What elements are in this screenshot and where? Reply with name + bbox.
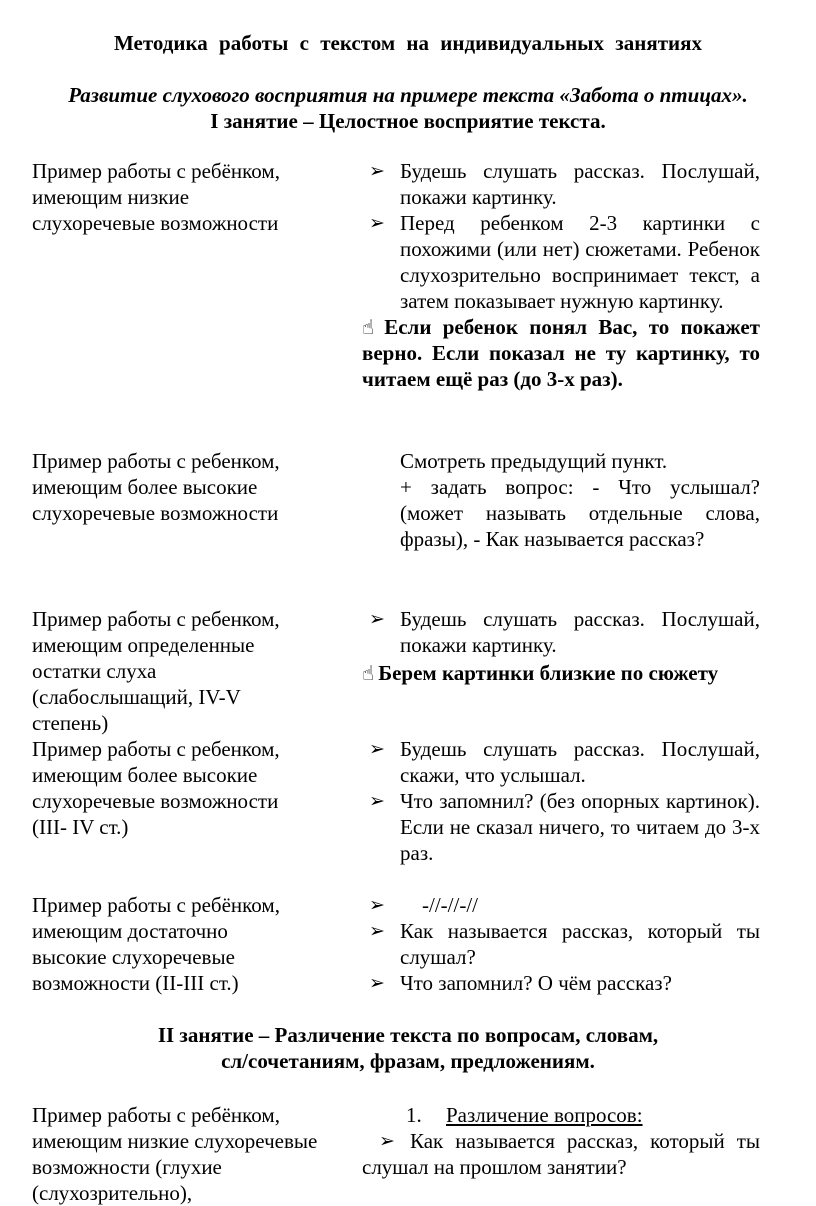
note: ☝ Если ребенок понял Вас, то покажет верно. Если показал не ту картинку, то читаем ещё раз (до 3-х раз). bbox=[362, 315, 760, 391]
row-2-right: Смотреть предыдущий пункт. + задать вопрос: - Что услышал? (может называть отдельные слова, фразы), - Как называется рассказ? bbox=[400, 449, 760, 551]
list-item: ➢ Будешь слушать рассказ. Послушай, скажи, что услышал. bbox=[362, 736, 760, 788]
list-item: ➢ Как называется рассказ, который ты слушал? bbox=[362, 918, 760, 970]
page-title: Методика работы с текстом на индивидуальных занятиях bbox=[114, 31, 702, 55]
row-3-left: Пример работы с ребенком, имеющим определенные остатки слуха (слабослышащий, IV-V степень) bbox=[32, 607, 280, 735]
arrow-bullet-icon: ➢ bbox=[369, 920, 385, 942]
row-6-right bbox=[362, 1102, 760, 1180]
row-5-right bbox=[362, 892, 760, 996]
row-2-left: Пример работы с ребенком, имеющим более высокие слухоречевые возможности bbox=[32, 449, 280, 525]
row-5-left: Пример работы с ребёнком, имеющим достаточно высокие слухоречевые возможности (II-III ст.) bbox=[32, 893, 280, 995]
list-item: ➢ Будешь слушать рассказ. Послушай, покажи картинку. bbox=[362, 158, 760, 210]
lesson-2-heading: II занятие – Различение текста по вопросам, словам, сл/сочетаниям, фразам, предложениям. bbox=[157, 1023, 659, 1073]
arrow-bullet-icon: ➢ bbox=[369, 212, 385, 234]
arrow-bullet-icon: ➢ bbox=[379, 1130, 395, 1152]
arrow-bullet-icon: ➢ bbox=[369, 608, 385, 630]
pointing-hand-icon: ☝ bbox=[362, 315, 381, 339]
arrow-bullet-icon: ➢ bbox=[369, 972, 385, 994]
note: ☝ Берем картинки близкие по сюжету bbox=[362, 661, 719, 685]
arrow-bullet-icon: ➢ bbox=[369, 790, 385, 812]
page-subtitle: Развитие слухового восприятия на примере текста «Забота о птицах». bbox=[68, 83, 748, 107]
list-item: ➢ Будешь слушать рассказ. Послушай, покажи картинку. bbox=[362, 606, 760, 658]
lesson-1-heading: I занятие – Целостное восприятие текста. bbox=[210, 109, 606, 133]
list-item: ➢ Что запомнил? О чём рассказ? bbox=[362, 970, 760, 996]
list-item: ➢ Что запомнил? (без опорных картинок). Если не сказал ничего, то читаем до 3-х раз. bbox=[362, 788, 760, 866]
row-4-right bbox=[362, 736, 760, 866]
list-item: ➢ Перед ребенком 2-3 картинки с похожими (или нет) сюжетами. Ребенок слухозрительно воспринимает текст, а затем показывает нужную картинку. bbox=[362, 210, 760, 314]
row-1-right bbox=[362, 158, 760, 392]
row-4-left: Пример работы с ребенком, имеющим более высокие слухоречевые возможности (III- IV ст.) bbox=[32, 737, 280, 839]
list-item: ➢ Как называется рассказ, который ты слушал на прошлом занятии? bbox=[362, 1129, 760, 1179]
list-item: ➢ -//-//-// bbox=[362, 892, 760, 918]
row-1-left: Пример работы с ребёнком, имеющим низкие слухоречевые возможности bbox=[32, 159, 280, 235]
row-3-right bbox=[362, 606, 760, 686]
arrow-bullet-icon: ➢ bbox=[369, 894, 385, 916]
numbered-item: 1. Различение вопросов: bbox=[406, 1103, 643, 1127]
pointing-hand-icon: ☝ bbox=[362, 661, 375, 685]
row-6-left: Пример работы с ребёнком, имеющим низкие слухоречевые возможности (глухие (слухозрительно), bbox=[32, 1103, 318, 1205]
arrow-bullet-icon: ➢ bbox=[369, 738, 385, 760]
arrow-bullet-icon: ➢ bbox=[369, 160, 385, 182]
